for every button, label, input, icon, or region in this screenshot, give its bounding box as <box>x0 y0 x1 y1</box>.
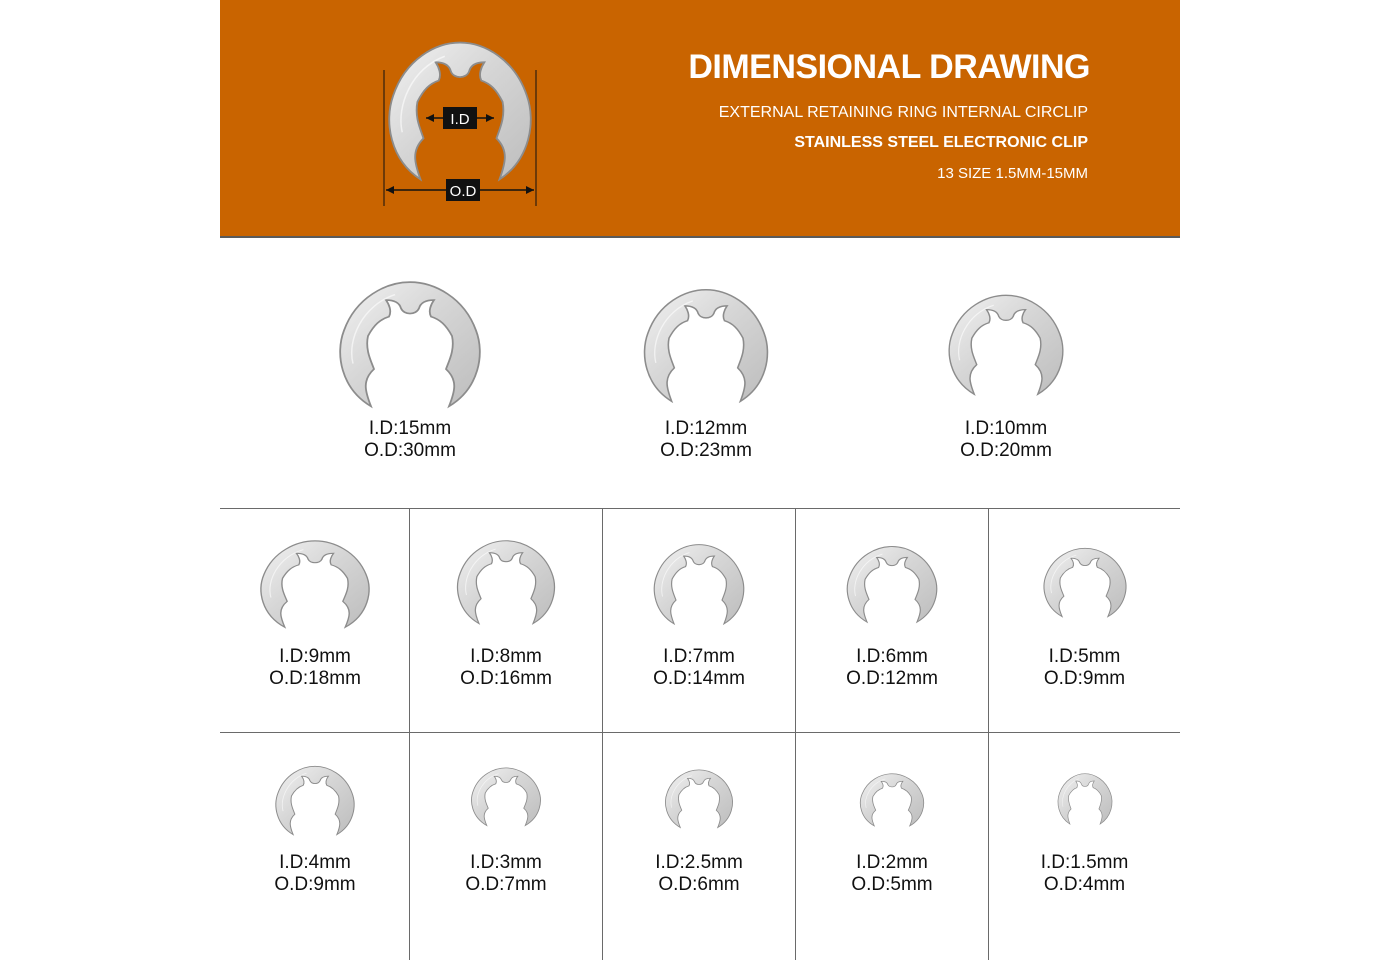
clip-od-label: O.D:5mm <box>851 874 933 895</box>
clip-od-label: O.D:23mm <box>660 440 752 461</box>
clip-id-label: I.D:10mm <box>964 418 1048 439</box>
clip-item <box>220 764 410 904</box>
product-dimension-panel <box>220 0 1180 960</box>
subtitle-line-1: EXTERNAL RETAINING RING INTERNAL CIRCLIP <box>718 104 1088 121</box>
e-clip-icon <box>651 542 747 630</box>
clip-id-label: I.D:1.5mm <box>1040 852 1129 873</box>
clip-item <box>606 286 806 468</box>
od-label: O.D <box>449 183 477 200</box>
clip-id-label: I.D:5mm <box>1048 646 1121 667</box>
clip-id-label: I.D:15mm <box>368 418 452 439</box>
clip-od-label: O.D:9mm <box>1043 668 1126 689</box>
clip-id-label: I.D:6mm <box>856 646 928 667</box>
clip-id-label: I.D:8mm <box>470 646 542 667</box>
grid-divider <box>220 732 1180 733</box>
clip-id-label: I.D:2.5mm <box>655 852 743 873</box>
subtitle-line-2: STAINLESS STEEL ELECTRONIC CLIP <box>794 134 1088 151</box>
clip-item <box>989 546 1180 698</box>
clip-item <box>310 278 510 468</box>
e-clip-icon <box>273 764 357 840</box>
e-clip-icon <box>945 292 1067 402</box>
header-banner <box>220 0 1180 238</box>
e-clip-icon <box>844 544 940 628</box>
clip-item <box>220 538 410 698</box>
clip-od-label: O.D:7mm <box>465 874 547 895</box>
e-clip-icon <box>858 772 926 830</box>
subtitle-line-3: 13 SIZE 1.5MM-15MM <box>937 165 1088 182</box>
clip-item <box>410 766 602 904</box>
clip-od-label: O.D:18mm <box>269 668 361 689</box>
clip-od-label: O.D:4mm <box>1043 874 1126 895</box>
clip-od-label: O.D:30mm <box>364 440 456 461</box>
clip-item <box>603 768 795 904</box>
e-clip-icon <box>335 278 485 416</box>
clip-id-label: I.D:7mm <box>663 646 735 667</box>
clip-item <box>989 772 1180 904</box>
id-label: I.D <box>450 111 470 128</box>
grid-divider <box>220 508 1180 509</box>
clip-od-label: O.D:12mm <box>846 668 938 689</box>
clip-od-label: O.D:9mm <box>274 874 356 895</box>
e-clip-icon <box>1041 546 1129 622</box>
e-clip-icon <box>1056 772 1114 828</box>
e-clip-icon <box>663 768 735 832</box>
clip-id-label: I.D:4mm <box>279 852 351 873</box>
clip-od-label: O.D:16mm <box>460 668 552 689</box>
clip-od-label: O.D:14mm <box>653 668 745 689</box>
clip-od-label: O.D:6mm <box>658 874 740 895</box>
clip-id-label: I.D:9mm <box>279 646 351 667</box>
clip-od-label: O.D:20mm <box>960 440 1052 461</box>
clip-id-label: I.D:12mm <box>664 418 748 439</box>
clip-item <box>603 542 795 698</box>
e-clip-icon <box>454 538 558 630</box>
clip-item <box>796 544 988 698</box>
clip-item <box>410 538 602 698</box>
clip-item <box>906 292 1106 468</box>
clip-id-label: I.D:3mm <box>470 852 542 873</box>
clip-item <box>796 772 988 904</box>
e-clip-icon <box>257 538 373 634</box>
clip-id-label: I.D:2mm <box>856 852 928 873</box>
e-clip-icon <box>640 286 772 410</box>
e-clip-icon <box>469 766 543 830</box>
page-title: DIMENSIONAL DRAWING <box>688 48 1090 86</box>
dimension-diagram <box>370 30 550 210</box>
